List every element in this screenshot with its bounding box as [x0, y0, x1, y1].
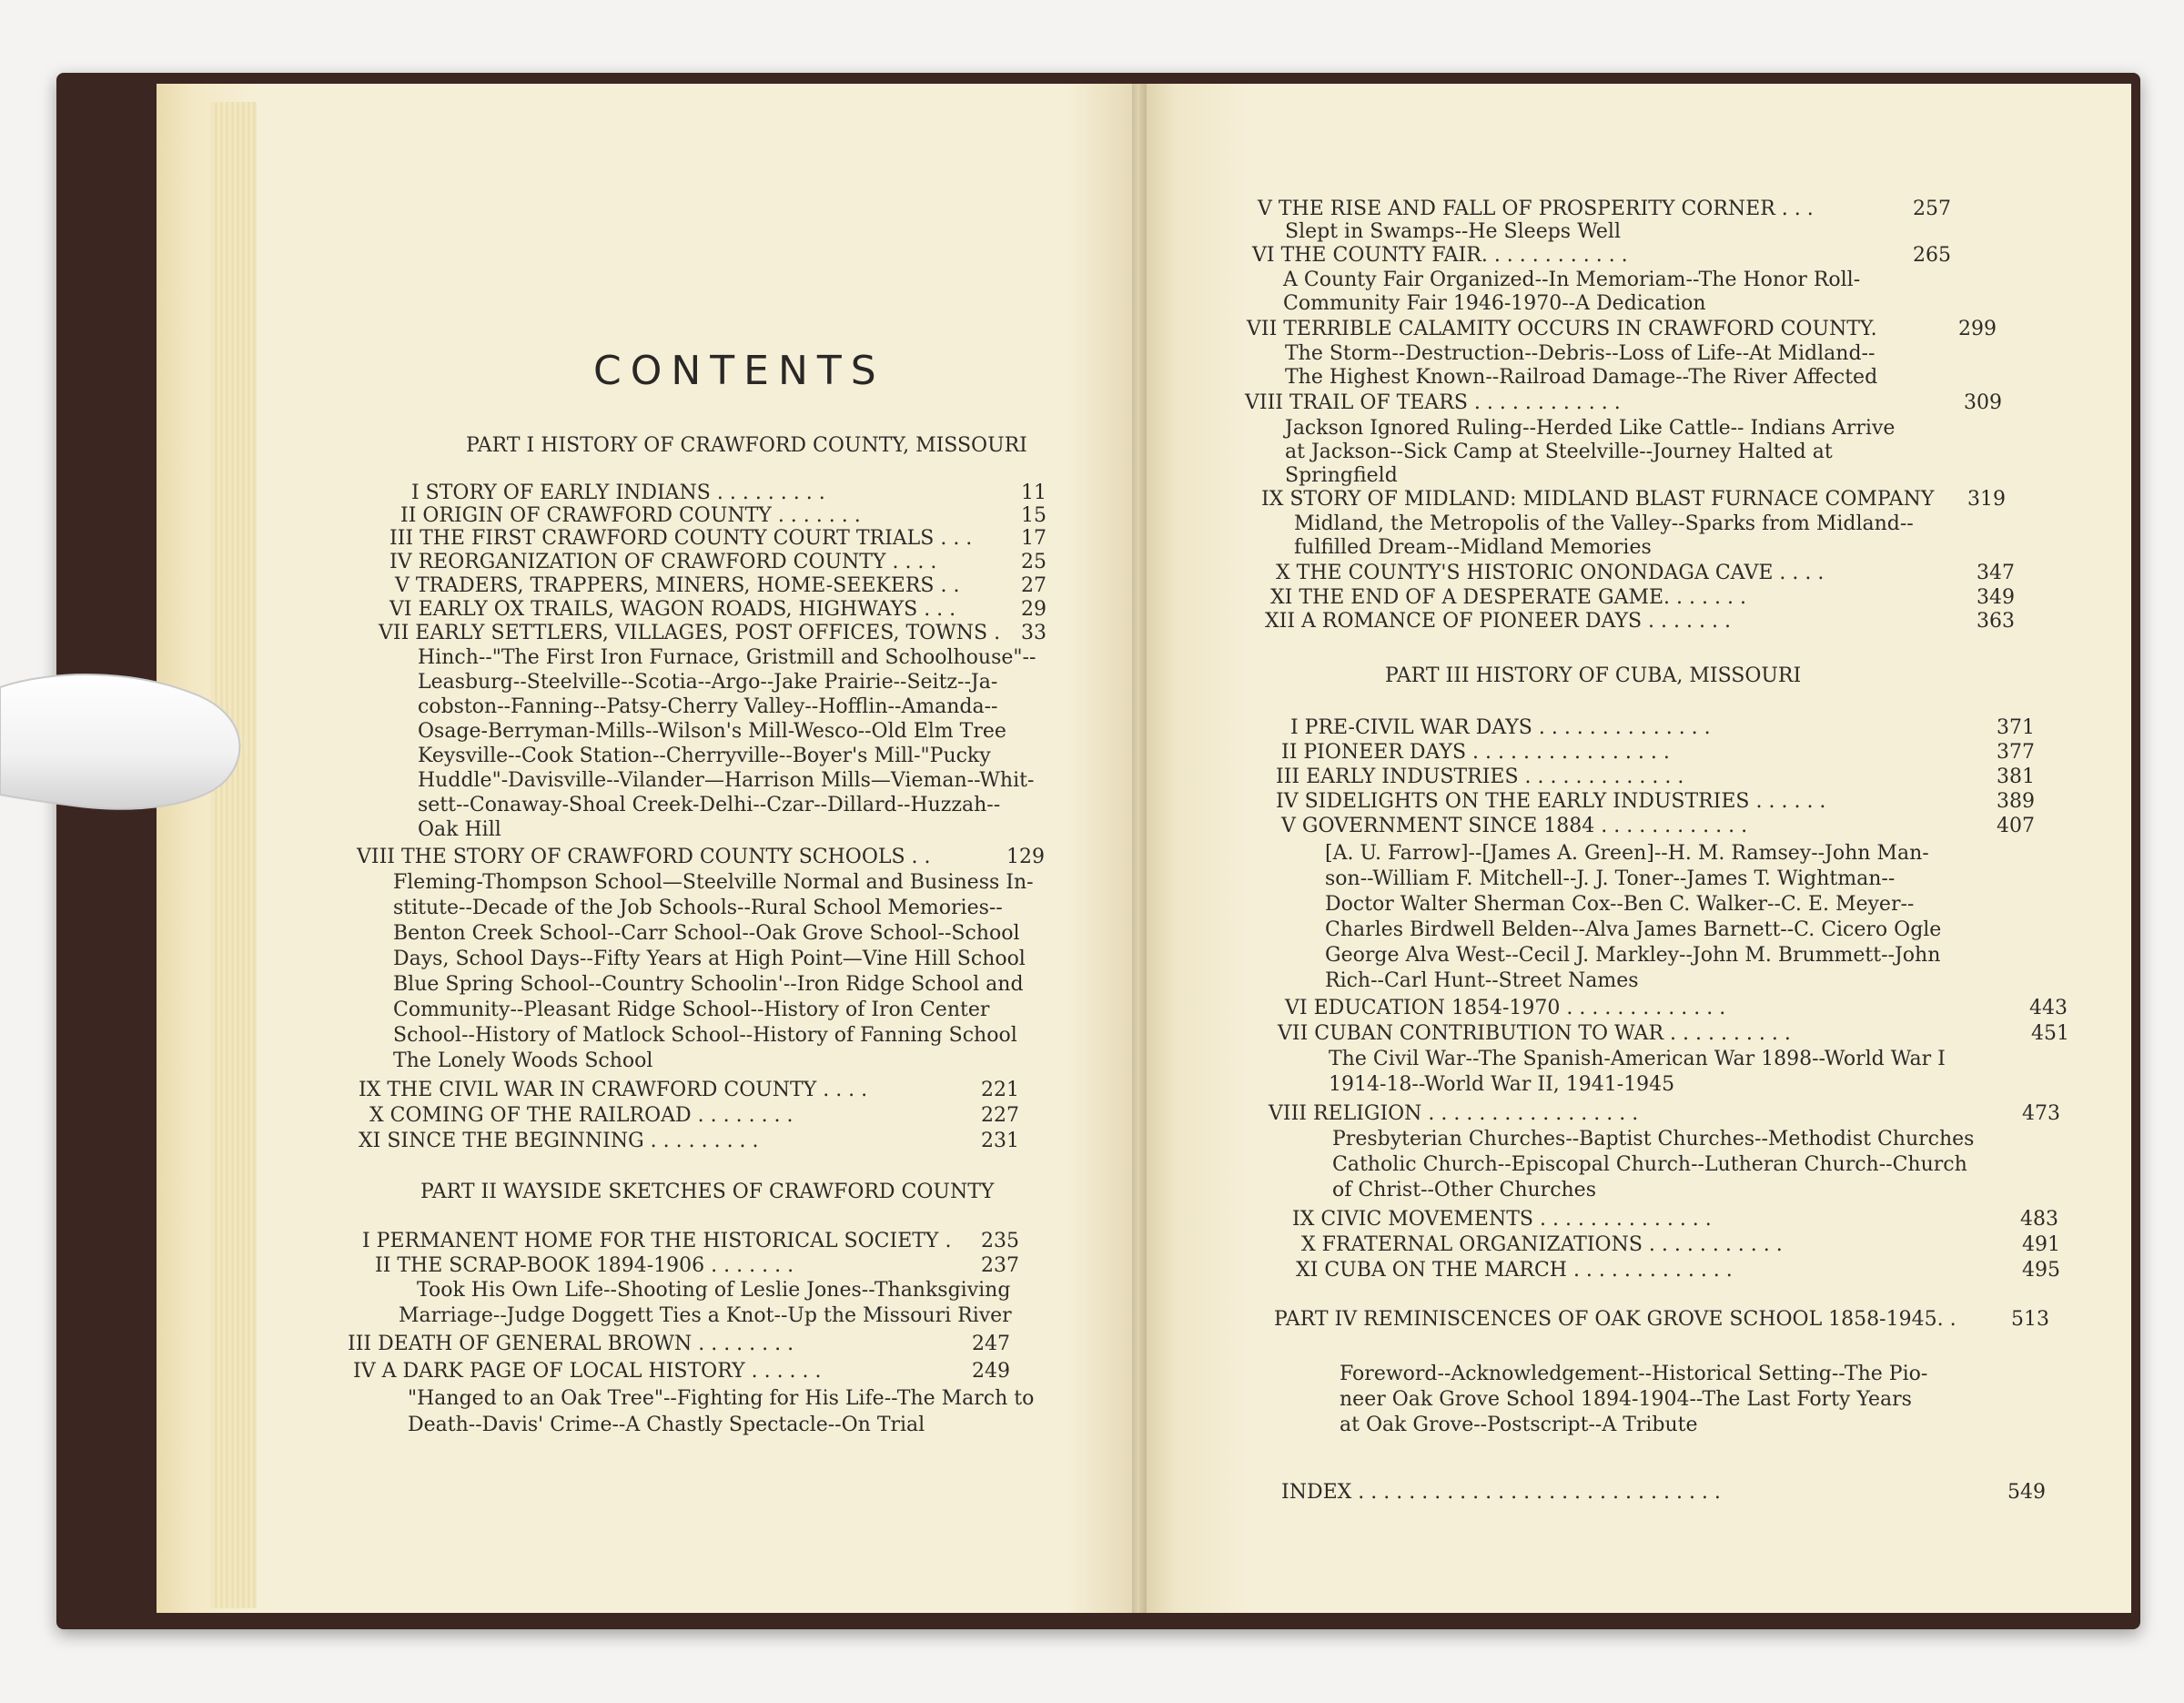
toc-entry: XII A ROMANCE OF PIONEER DAYS . . . . . . . 363	[1265, 610, 2015, 633]
toc-subentry: Death--Davis' Crime--A Chastly Spectacle--On Trial	[408, 1414, 925, 1436]
toc-entry: VIII RELIGION . . . . . . . . . . . . . . . . . 473	[1269, 1102, 2060, 1125]
toc-subentry: Oak Hill	[418, 818, 501, 841]
contents-title: CONTENTS	[593, 348, 885, 394]
toc-entry: IX THE CIVIL WAR IN CRAWFORD COUNTY . . . . 221	[359, 1079, 1019, 1101]
white-bookmark-icon	[0, 651, 250, 824]
toc-entry: IV SIDELIGHTS ON THE EARLY INDUSTRIES . . . . . . 389	[1276, 790, 2035, 813]
toc-subentry: Days, School Days--Fifty Years at High Point—Vine Hill School	[393, 948, 1026, 970]
toc-subentry: stitute--Decade of the Job Schools--Rural School Memories--	[393, 897, 1003, 919]
toc-subentry: School--History of Matlock School--History of Fanning School	[393, 1024, 1017, 1047]
toc-entry: V TRADERS, TRAPPERS, MINERS, HOME-SEEKERS . . 27	[395, 574, 1046, 597]
toc-entry: I PRE-CIVIL WAR DAYS . . . . . . . . . . . . . . 371	[1290, 716, 2035, 739]
toc-entry: II THE SCRAP-BOOK 1894-1906 . . . . . . . 237	[375, 1254, 1019, 1277]
toc-entry: VIII THE STORY OF CRAWFORD COUNTY SCHOOLS . . 129	[357, 846, 1045, 868]
toc-subentry: Catholic Church--Episcopal Church--Lutheran Church--Church	[1332, 1153, 1967, 1176]
toc-subentry: Hinch--"The First Iron Furnace, Gristmill and Schoolhouse"--	[418, 646, 1036, 669]
toc-subentry: Presbyterian Churches--Baptist Churches--Methodist Churches	[1332, 1128, 1975, 1151]
toc-entry: X FRATERNAL ORGANIZATIONS . . . . . . . . . . . 491	[1301, 1233, 2060, 1256]
toc-entry: VII EARLY SETTLERS, VILLAGES, POST OFFICES, TOWNS . 33	[379, 622, 1046, 644]
toc-subentry: cobston--Fanning--Patsy-Cherry Valley--Hofflin--Amanda--	[418, 695, 998, 718]
toc-subentry: neer Oak Grove School 1894-1904--The Last Forty Years	[1340, 1388, 1912, 1411]
toc-entry: V THE RISE AND FALL OF PROSPERITY CORNER . . . 257	[1258, 198, 1951, 220]
toc-entry: III DEATH OF GENERAL BROWN . . . . . . . . 247	[348, 1333, 1010, 1355]
toc-subentry: fulfilled Dream--Midland Memories	[1294, 536, 1652, 559]
toc-entry: II PIONEER DAYS . . . . . . . . . . . . . . . . 377	[1281, 741, 2035, 764]
toc-subentry: [A. U. Farrow]--[James A. Green]--H. M. Ramsey--John Man-	[1325, 842, 1929, 865]
part-heading: PART II WAYSIDE SKETCHES OF CRAWFORD COUNTY	[420, 1181, 995, 1203]
toc-entry: IX STORY OF MIDLAND: MIDLAND BLAST FURNACE COMPANY 319	[1261, 488, 2006, 511]
toc-subentry: Springfield	[1285, 464, 1398, 487]
toc-subentry: "Hanged to an Oak Tree"--Fighting for His Life--The March to	[408, 1387, 1035, 1410]
toc-entry: II ORIGIN OF CRAWFORD COUNTY . . . . . . . 15	[400, 504, 1046, 527]
toc-entry: I STORY OF EARLY INDIANS . . . . . . . . . 11	[411, 482, 1046, 504]
page-edges	[211, 102, 257, 1608]
toc-entry: IX CIVIC MOVEMENTS . . . . . . . . . . . . . . 483	[1292, 1208, 2058, 1231]
toc-subentry: A County Fair Organized--In Memoriam--The Honor Roll-	[1283, 269, 1861, 291]
toc-subentry: Foreword--Acknowledgement--Historical Setting--The Pio-	[1340, 1363, 1928, 1385]
part-heading: PART I HISTORY OF CRAWFORD COUNTY, MISSOURI	[466, 434, 1027, 457]
toc-subentry: Huddle"-Davisville--Vilander—Harrison Mills—Vieman--Whit-	[418, 769, 1035, 792]
right-page	[1139, 84, 2131, 1613]
toc-entry: IV A DARK PAGE OF LOCAL HISTORY . . . . . . 249	[353, 1360, 1010, 1383]
toc-subentry: George Alva West--Cecil J. Markley--John M. Brummett--John	[1325, 944, 1941, 967]
toc-entry: XI SINCE THE BEGINNING . . . . . . . . . 231	[359, 1130, 1019, 1152]
toc-entry: VII CUBAN CONTRIBUTION TO WAR . . . . . . . . . . 451	[1278, 1022, 2069, 1045]
toc-subentry: Slept in Swamps--He Sleeps Well	[1285, 220, 1621, 243]
toc-subentry: The Storm--Destruction--Debris--Loss of Life--At Midland--	[1285, 342, 1876, 365]
toc-subentry: Fleming-Thompson School—Steelville Normal and Business In-	[393, 871, 1034, 894]
book-gutter	[1132, 84, 1147, 1613]
toc-subentry: at Jackson--Sick Camp at Steelville--Journey Halted at	[1285, 441, 1833, 463]
toc-entry: VI THE COUNTY FAIR. . . . . . . . . . . . 265	[1252, 244, 1951, 267]
toc-entry: XI THE END OF A DESPERATE GAME. . . . . . . 349	[1270, 586, 2015, 609]
toc-subentry: sett--Conaway-Shoal Creek-Delhi--Czar--Dillard--Huzzah--	[418, 794, 1001, 816]
toc-entry: X THE COUNTY'S HISTORIC ONONDAGA CAVE . . . . 347	[1276, 562, 2015, 584]
toc-subentry: 1914-18--World War II, 1941-1945	[1329, 1073, 1675, 1096]
toc-entry: X COMING OF THE RAILROAD . . . . . . . . 227	[369, 1104, 1019, 1127]
toc-subentry: Doctor Walter Sherman Cox--Ben C. Walker--C. E. Meyer--	[1325, 893, 1915, 916]
toc-entry: IV REORGANIZATION OF CRAWFORD COUNTY . . . . 25	[389, 551, 1046, 573]
left-page	[157, 84, 1139, 1613]
toc-subentry: The Civil War--The Spanish-American War 1898--World War I	[1329, 1048, 1946, 1070]
toc-entry: III THE FIRST CRAWFORD COUNTY COURT TRIALS . . . 17	[389, 527, 1046, 550]
toc-subentry: Rich--Carl Hunt--Street Names	[1325, 969, 1639, 992]
toc-entry: I PERMANENT HOME FOR THE HISTORICAL SOCIETY . 235	[362, 1230, 1019, 1252]
toc-entry: INDEX . . . . . . . . . . . . . . . . . . . . . . . . . . . . . 549	[1281, 1481, 2046, 1504]
toc-subentry: Osage-Berryman-Mills--Wilson's Mill-Wesco--Old Elm Tree	[418, 720, 1006, 743]
toc-subentry: Benton Creek School--Carr School--Oak Grove School--School	[393, 922, 1020, 945]
toc-subentry: Charles Birdwell Belden--Alva James Barnett--C. Cicero Ogle	[1325, 918, 1942, 941]
toc-entry: VIII TRAIL OF TEARS . . . . . . . . . . . . 309	[1245, 391, 2002, 414]
toc-entry: III EARLY INDUSTRIES . . . . . . . . . . . . . 381	[1276, 765, 2035, 788]
part-heading: PART III HISTORY OF CUBA, MISSOURI	[1385, 664, 1802, 687]
toc-subentry: Jackson Ignored Ruling--Herded Like Cattle-- Indians Arrive	[1285, 417, 1896, 440]
toc-subentry: son--William F. Mitchell--J. J. Toner--James T. Wightman--	[1325, 867, 1896, 890]
open-book	[56, 73, 2140, 1629]
toc-entry: VI EDUCATION 1854-1970 . . . . . . . . . . . . . 443	[1285, 997, 2068, 1019]
toc-subentry: Marriage--Judge Doggett Ties a Knot--Up the Missouri River	[399, 1304, 1012, 1327]
toc-subentry: The Highest Known--Railroad Damage--The River Affected	[1285, 366, 1878, 389]
toc-subentry: at Oak Grove--Postscript--A Tribute	[1340, 1414, 1698, 1436]
toc-subentry: Blue Spring School--Country Schoolin'--Iron Ridge School and	[393, 973, 1024, 996]
toc-entry: VI EARLY OX TRAILS, WAGON ROADS, HIGHWAYS . . . 29	[389, 598, 1046, 621]
toc-subentry: of Christ--Other Churches	[1332, 1179, 1596, 1201]
toc-subentry: Leasburg--Steelville--Scotia--Argo--Jake Prairie--Seitz--Ja-	[418, 671, 998, 694]
toc-subentry: Community--Pleasant Ridge School--History of Iron Center	[393, 998, 990, 1021]
toc-entry: VII TERRIBLE CALAMITY OCCURS IN CRAWFORD COUNTY. 299	[1247, 318, 1997, 340]
toc-subentry: Keysville--Cook Station--Cherryville--Boyer's Mill-"Pucky	[418, 745, 991, 767]
toc-subentry: The Lonely Woods School	[393, 1049, 653, 1072]
toc-subentry: Community Fair 1946-1970--A Dedication	[1283, 292, 1706, 315]
toc-entry: V GOVERNMENT SINCE 1884 . . . . . . . . . . . . 407	[1281, 815, 2035, 837]
toc-subentry: Midland, the Metropolis of the Valley--Sparks from Midland--	[1294, 512, 1914, 535]
toc-entry: XI CUBA ON THE MARCH . . . . . . . . . . . . . 495	[1296, 1259, 2060, 1282]
part-heading: PART IV REMINISCENCES OF OAK GROVE SCHOOL 1858-1945. . 513	[1274, 1308, 2049, 1331]
toc-subentry: Took His Own Life--Shooting of Leslie Jones--Thanksgiving	[417, 1279, 1011, 1302]
